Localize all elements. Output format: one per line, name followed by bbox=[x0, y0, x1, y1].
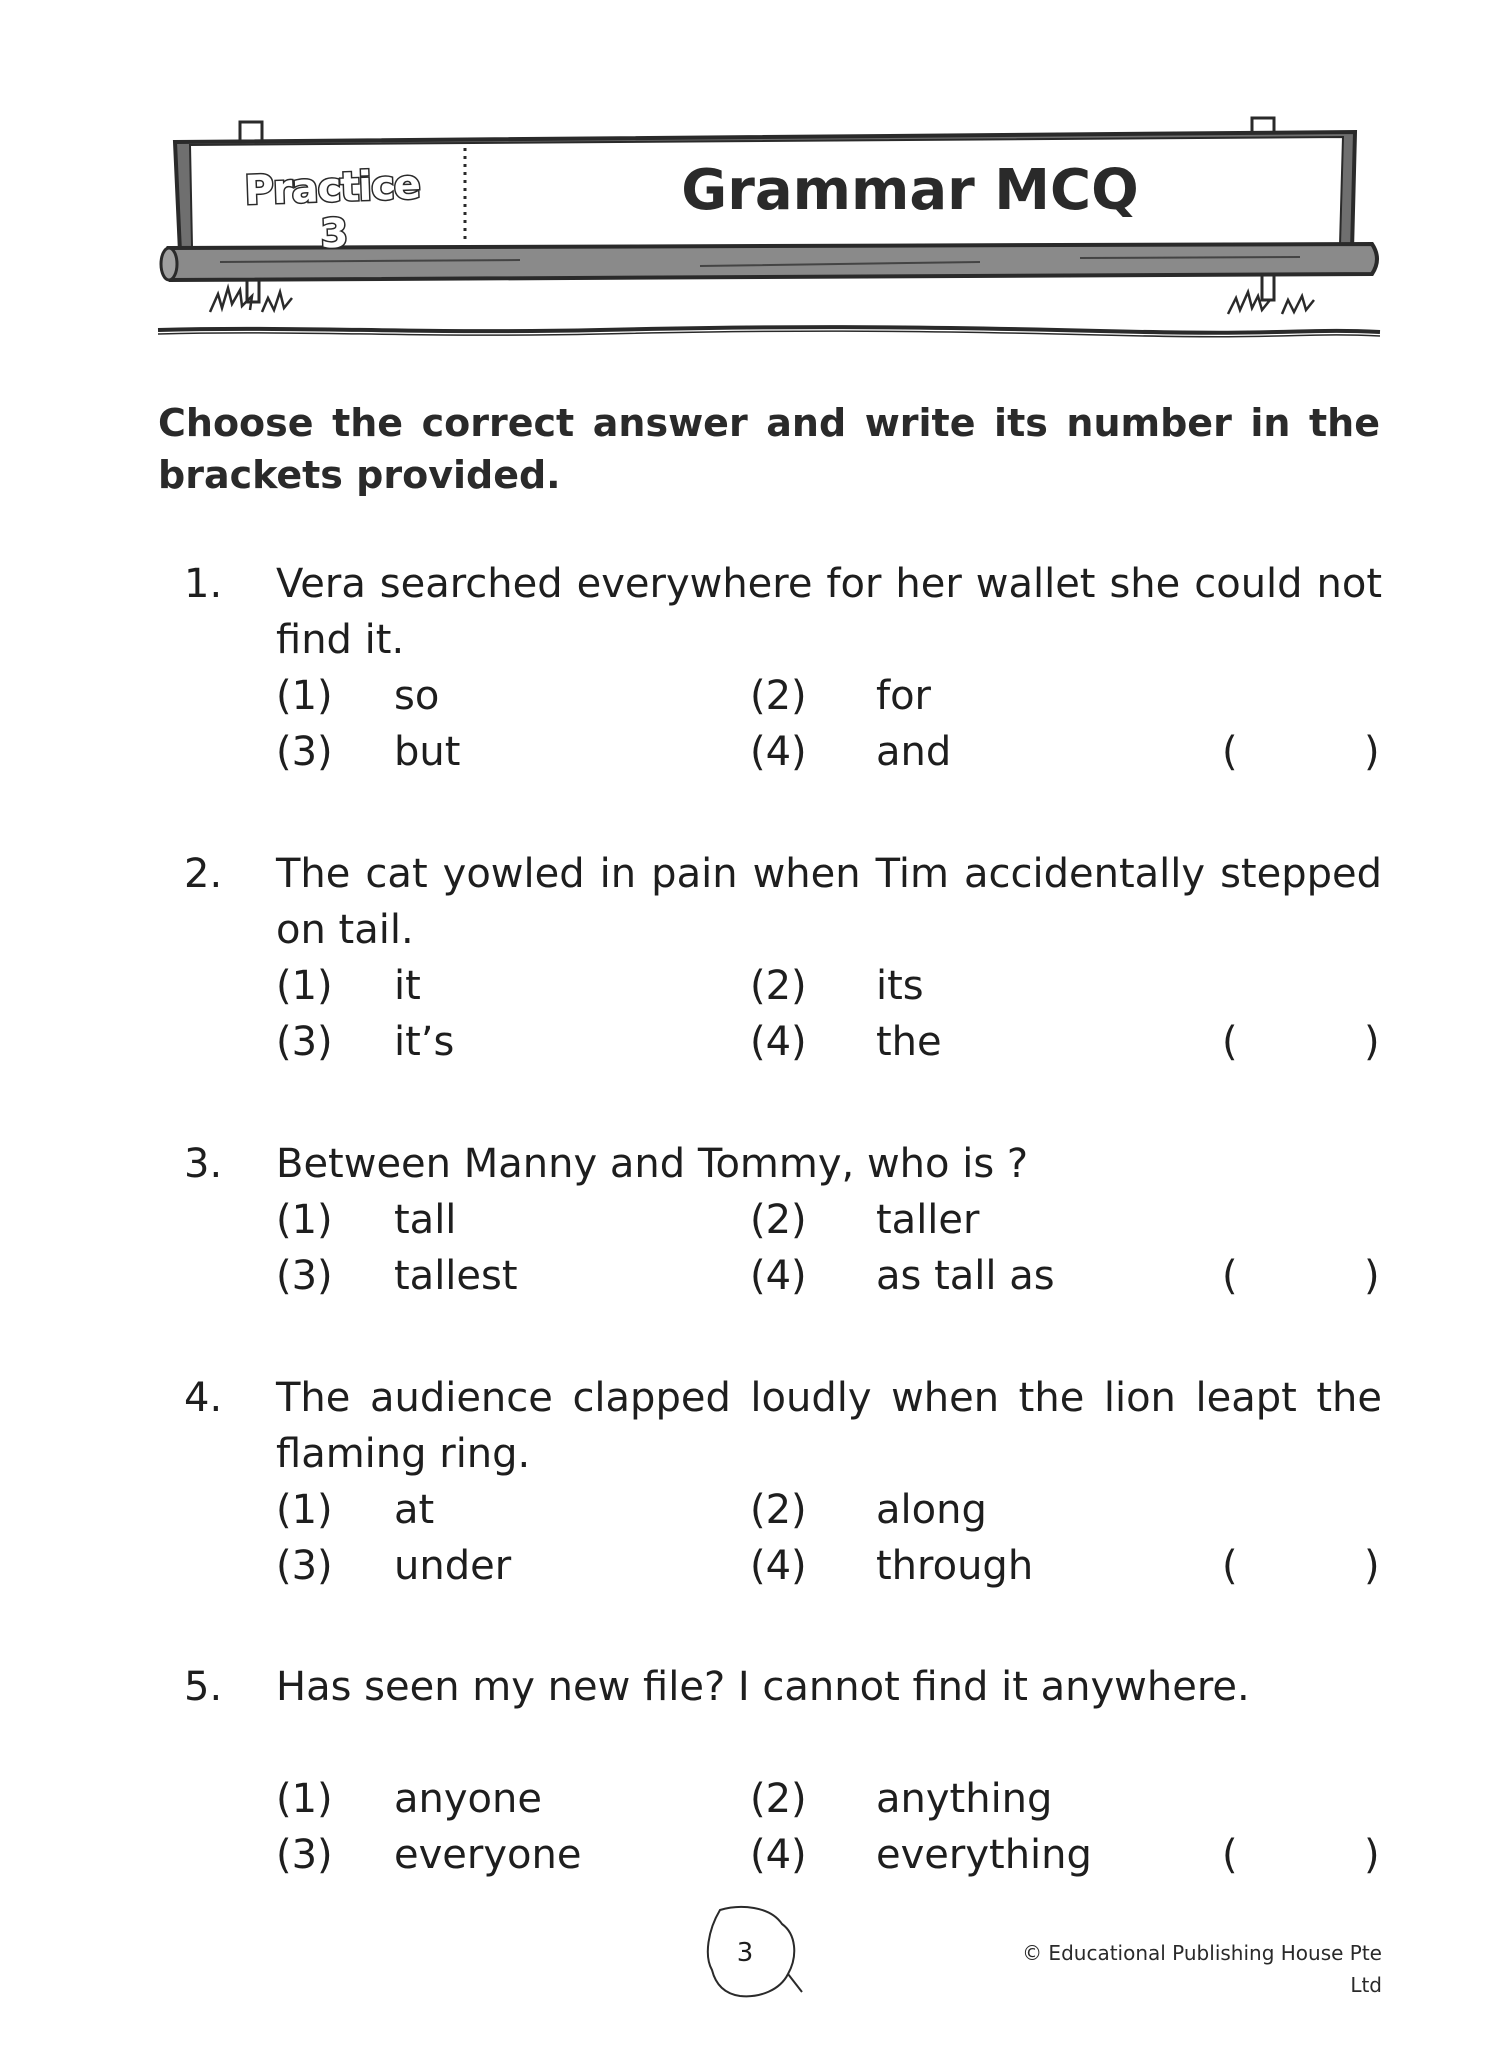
option-text: anything bbox=[876, 1776, 1053, 1822]
option-text: and bbox=[876, 729, 952, 775]
option-text: it’s bbox=[394, 1019, 455, 1065]
practice-label: Practice 3 bbox=[243, 161, 421, 258]
page-number: 3 bbox=[736, 1938, 754, 1968]
options-row bbox=[0, 958, 1497, 1014]
option-number: (3) bbox=[276, 729, 333, 775]
option-text: it bbox=[394, 963, 421, 1009]
question-text-before: The cat yowled in pain when Tim accidentally stepped on bbox=[276, 851, 1382, 953]
question-text-after: seen my new file? I cannot find it anywhere. bbox=[364, 1664, 1250, 1710]
question-3 bbox=[0, 1136, 1497, 1396]
option-number: (4) bbox=[750, 1543, 807, 1589]
question-number: 5. bbox=[184, 1664, 223, 1710]
question-number: 2. bbox=[184, 851, 223, 897]
question-2 bbox=[0, 846, 1497, 1106]
option-number: (3) bbox=[276, 1019, 333, 1065]
answer-bracket-close[interactable]: ) bbox=[1364, 729, 1380, 775]
option-number: (1) bbox=[276, 1776, 333, 1822]
answer-bracket-open[interactable]: ( bbox=[1222, 1832, 1238, 1878]
question-number: 3. bbox=[184, 1141, 223, 1187]
option-text: everything bbox=[876, 1832, 1092, 1878]
option-text: under bbox=[394, 1543, 512, 1589]
option-text: tall bbox=[394, 1197, 457, 1243]
option-text: for bbox=[876, 673, 931, 719]
option-number: (1) bbox=[276, 963, 333, 1009]
answer-bracket-open[interactable]: ( bbox=[1222, 729, 1238, 775]
option-number: (1) bbox=[276, 1487, 333, 1533]
question-1 bbox=[0, 556, 1497, 816]
options-row bbox=[0, 1248, 1497, 1304]
option-number: (4) bbox=[750, 1253, 807, 1299]
question-text-after: ? bbox=[1006, 1141, 1029, 1187]
option-number: (4) bbox=[750, 1019, 807, 1065]
options-row bbox=[0, 1192, 1497, 1248]
options-row bbox=[0, 1538, 1497, 1594]
option-text: its bbox=[876, 963, 924, 1009]
question-text-after: the flaming ring. bbox=[276, 1375, 1382, 1477]
option-number: (2) bbox=[750, 1487, 807, 1533]
question-text-before: Vera searched everywhere for her wallet bbox=[276, 561, 1096, 607]
option-number: (3) bbox=[276, 1832, 333, 1878]
options-row bbox=[0, 724, 1497, 780]
question-text-after: tail. bbox=[338, 907, 414, 953]
option-text: along bbox=[876, 1487, 987, 1533]
option-text: tallest bbox=[394, 1253, 518, 1299]
question-number: 4. bbox=[184, 1375, 223, 1421]
question-text-before: Between Manny and Tommy, who is bbox=[276, 1141, 995, 1187]
answer-bracket-open[interactable]: ( bbox=[1222, 1253, 1238, 1299]
question-text bbox=[276, 1370, 1382, 1482]
question-4 bbox=[0, 1370, 1497, 1630]
option-number: (2) bbox=[750, 1197, 807, 1243]
option-text: so bbox=[394, 673, 440, 719]
option-text: anyone bbox=[394, 1776, 542, 1822]
option-text: everyone bbox=[394, 1832, 582, 1878]
option-text: as tall as bbox=[876, 1253, 1055, 1299]
option-text: at bbox=[394, 1487, 435, 1533]
option-text: the bbox=[876, 1019, 942, 1065]
answer-bracket-close[interactable]: ) bbox=[1364, 1019, 1380, 1065]
question-text-before: The audience clapped loudly when the lion leapt bbox=[276, 1375, 1297, 1421]
options-row bbox=[0, 1827, 1497, 1883]
question-text-after: she could not find it. bbox=[276, 561, 1383, 663]
instructions: Choose the correct answer and write its number in the brackets provided. bbox=[158, 401, 1380, 497]
option-number: (2) bbox=[750, 673, 807, 719]
header-banner bbox=[0, 0, 1497, 360]
option-number: (4) bbox=[750, 1832, 807, 1878]
options-row bbox=[0, 1482, 1497, 1538]
question-text bbox=[276, 1659, 1382, 1715]
answer-bracket-close[interactable]: ) bbox=[1364, 1253, 1380, 1299]
options-row bbox=[0, 668, 1497, 724]
options-row bbox=[0, 1014, 1497, 1070]
answer-bracket-open[interactable]: ( bbox=[1222, 1019, 1238, 1065]
option-number: (1) bbox=[276, 1197, 333, 1243]
question-text-before: Has bbox=[276, 1664, 352, 1710]
question-text bbox=[276, 556, 1382, 668]
question-text bbox=[276, 846, 1382, 958]
answer-bracket-open[interactable]: ( bbox=[1222, 1543, 1238, 1589]
answer-bracket-close[interactable]: ) bbox=[1364, 1832, 1380, 1878]
question-text bbox=[276, 1136, 1382, 1192]
page-title: Grammar MCQ bbox=[681, 158, 1139, 223]
option-number: (1) bbox=[276, 673, 333, 719]
option-number: (3) bbox=[276, 1253, 333, 1299]
option-number: (4) bbox=[750, 729, 807, 775]
options-row bbox=[0, 1771, 1497, 1827]
option-number: (2) bbox=[750, 963, 807, 1009]
option-text: but bbox=[394, 729, 461, 775]
option-number: (3) bbox=[276, 1543, 333, 1589]
option-number: (2) bbox=[750, 1776, 807, 1822]
option-text: taller bbox=[876, 1197, 980, 1243]
question-5 bbox=[0, 1659, 1497, 1919]
answer-bracket-close[interactable]: ) bbox=[1364, 1543, 1380, 1589]
copyright-notice: © Educational Publishing House Pte Ltd bbox=[1022, 1941, 1382, 1997]
question-number: 1. bbox=[184, 561, 223, 607]
option-text: through bbox=[876, 1543, 1034, 1589]
